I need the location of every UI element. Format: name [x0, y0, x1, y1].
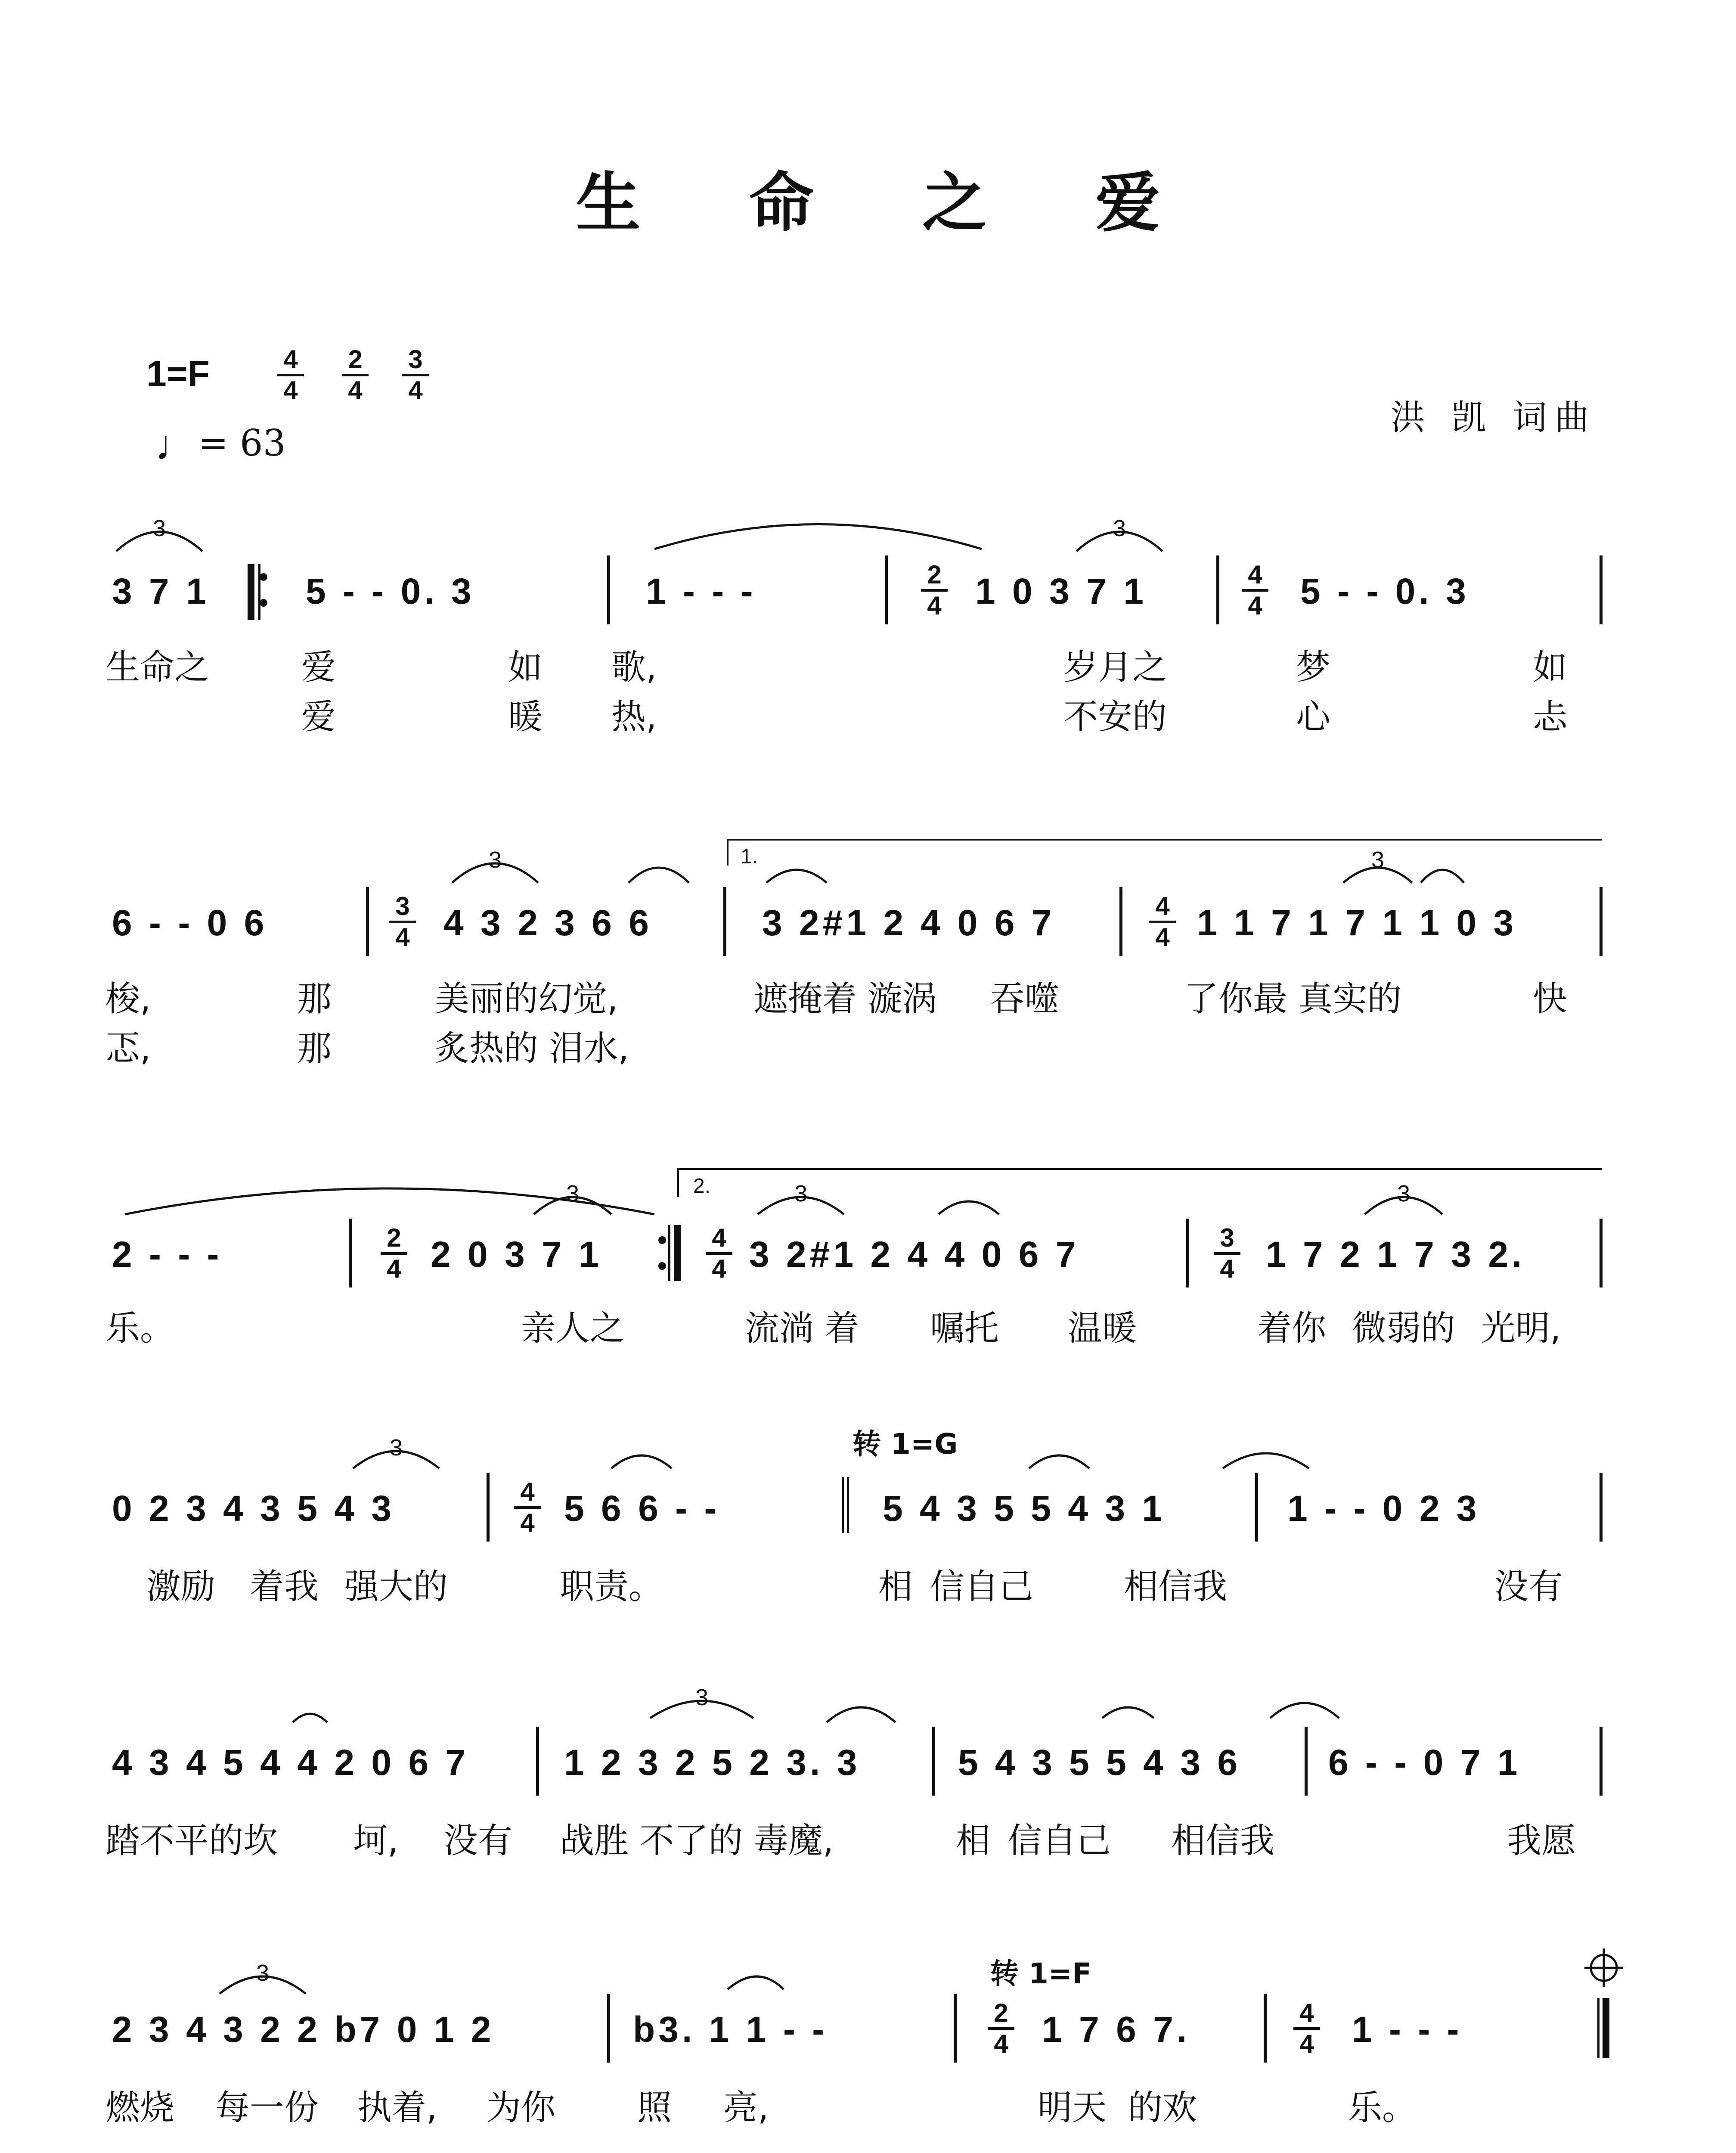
- slur-arc: [939, 1201, 999, 1214]
- lyric: 梭,: [105, 979, 151, 1019]
- slur-arc: [1102, 1707, 1154, 1718]
- slur-arc: [827, 1707, 896, 1722]
- slur-arc: [293, 1714, 327, 1722]
- time-signature: 2 4: [919, 562, 949, 619]
- svg-text:3: 3: [256, 1960, 270, 1986]
- lyric: 亲人之: [521, 1308, 624, 1348]
- svg-text:3: 3: [1113, 515, 1126, 541]
- svg-text:3: 3: [152, 515, 166, 541]
- note-group: 1 2 3 2 5 2 3. 3: [564, 1742, 861, 1783]
- key-signature: 1=F: [146, 354, 210, 394]
- lyric: 燃烧: [105, 2088, 174, 2128]
- svg-text:3: 3: [389, 1435, 403, 1461]
- lyric: 强大的: [344, 1567, 448, 1607]
- svg-text:3: 3: [1371, 847, 1385, 873]
- lyric: 乐。: [1348, 2088, 1417, 2128]
- lyric: 遮掩着 漩涡: [753, 979, 937, 1019]
- lyric: 相: [956, 1821, 990, 1861]
- author-credit: 洪 凯 词曲: [1391, 397, 1597, 437]
- note-group: 5 - - 0. 3: [306, 571, 475, 611]
- svg-text:3: 3: [695, 1685, 709, 1710]
- note-group: 1 7 2 1 7 3 2.: [1266, 1234, 1525, 1275]
- lyric: 温暖: [1068, 1308, 1137, 1348]
- note-group: 5 4 3 5 5 4 3 1: [883, 1488, 1166, 1529]
- svg-text:3: 3: [1397, 1181, 1410, 1207]
- modulation-mark: 转 1=G: [852, 1427, 958, 1461]
- svg-text:1.: 1.: [741, 845, 758, 868]
- note-group: 1 7 6 7.: [1042, 2009, 1190, 2050]
- song-title: 生 命 之 爱: [576, 165, 1203, 241]
- lyric: 相: [878, 1567, 913, 1607]
- lyric: 没有: [1494, 1567, 1563, 1607]
- lyric: 战胜 不了的 毒魔,: [560, 1821, 834, 1861]
- lyric: 为你: [487, 2088, 555, 2128]
- note-group: 6 - - 0 6: [112, 903, 268, 943]
- note-group: 3 2#1 2 4 4 0 6 7: [749, 1234, 1079, 1275]
- note-group: 1 - - -: [1352, 2009, 1463, 2050]
- lyric: 岁月之: [1063, 647, 1167, 687]
- lyric: 坷,: [353, 1821, 399, 1861]
- time-signature: 3 4: [388, 893, 418, 950]
- note-group: 5 4 3 5 5 4 3 6: [958, 1742, 1241, 1783]
- quarter-note-icon: ♩: [155, 422, 196, 468]
- time-signature-2-4: 2 4: [340, 347, 370, 403]
- svg-text:2.: 2.: [693, 1175, 711, 1197]
- lyric: 职责。: [560, 1567, 663, 1607]
- svg-text:3: 3: [566, 1181, 580, 1207]
- lyric: 相信我: [1171, 1821, 1274, 1861]
- lyric: 照: [637, 2088, 672, 2128]
- time-signature: 3 4: [1212, 1225, 1242, 1282]
- time-signature-3-4: 3 4: [400, 347, 431, 403]
- tie-arc: [611, 1455, 672, 1468]
- note-group: 2 3 4 3 2 2 b7 0 1 2: [112, 2009, 495, 2050]
- lyric: 着我: [250, 1567, 319, 1607]
- tempo: = 63: [198, 422, 286, 464]
- lyric: 歌,: [611, 647, 657, 687]
- note-group: 1 - - 0 2 3: [1287, 1488, 1480, 1529]
- lyric: 吞噬: [990, 979, 1059, 1019]
- lyric: 相信我: [1124, 1567, 1227, 1607]
- lyric: 美丽的幻觉,: [435, 979, 618, 1019]
- svg-text:3: 3: [794, 1181, 808, 1207]
- lyric: 我愿: [1507, 1821, 1576, 1861]
- slur-arc: [1029, 1455, 1089, 1468]
- time-signature: 4 4: [1292, 2000, 1322, 2057]
- note-group: 1 1 7 1 7 1 1 0 3: [1197, 903, 1517, 943]
- lyric: 爱: [301, 697, 336, 737]
- tie-arc: [766, 870, 827, 883]
- lyric: 每一份: [215, 2088, 319, 2128]
- lyric: 信自己: [930, 1567, 1033, 1607]
- note-group: 6 - - 0 7 1: [1328, 1742, 1521, 1783]
- lyric: 热,: [611, 697, 657, 737]
- lyric: 没有: [443, 1821, 512, 1861]
- svg-text:3: 3: [488, 847, 502, 873]
- slur-arc: [1270, 1703, 1339, 1718]
- note-group: 0 2 3 4 3 5 4 3: [112, 1488, 395, 1529]
- note-group: 1 - - -: [646, 571, 756, 611]
- lyric: 如: [508, 647, 542, 687]
- lyric: 嘱托: [930, 1308, 999, 1348]
- time-signature: 4 4: [512, 1479, 542, 1536]
- note-group: 4 3 2 3 6 6: [443, 903, 652, 943]
- lyric: 生命之: [105, 647, 209, 687]
- lyric: 爱: [301, 647, 336, 687]
- slur-arc: [629, 868, 689, 883]
- lyric: 那: [297, 1028, 332, 1068]
- lyric: 暖: [508, 697, 542, 737]
- lyric: 乐。: [105, 1308, 174, 1348]
- time-signature: 4 4: [1147, 893, 1178, 950]
- slur-arc: [1421, 870, 1464, 883]
- note-group: 5 - - 0. 3: [1300, 571, 1469, 611]
- lyric: 忑,: [105, 1028, 151, 1068]
- lyric: 着你: [1257, 1308, 1326, 1348]
- lyric: 快: [1533, 979, 1567, 1019]
- time-signature: 4 4: [704, 1225, 734, 1282]
- lyric: 明天: [1038, 2088, 1107, 2128]
- note-group: b3. 1 1 - -: [633, 2009, 828, 2050]
- lyric: 执着,: [357, 2088, 437, 2128]
- lyric: 梦: [1296, 647, 1330, 687]
- tie-arc: [654, 524, 982, 549]
- lyric: 踏不平的坎: [105, 1821, 278, 1861]
- lyric: 微弱的: [1352, 1308, 1455, 1348]
- lyric: 了你最 真实的: [1184, 979, 1402, 1019]
- modulation-mark: 转 1=F: [990, 1957, 1092, 1990]
- slur-arc: [728, 1976, 784, 1989]
- note-group: 1 0 3 7 1: [975, 571, 1147, 611]
- note-group: 5 6 6 - -: [564, 1488, 720, 1529]
- lyric: 那: [297, 979, 332, 1019]
- time-signature: 4 4: [1240, 562, 1270, 619]
- lyric: 光明,: [1481, 1308, 1561, 1348]
- lyric: 激励: [146, 1567, 215, 1607]
- lyric: 炙热的 泪水,: [435, 1028, 629, 1068]
- lyric: 亮,: [723, 2088, 769, 2128]
- time-signature: 2 4: [379, 1225, 409, 1282]
- note-group: 2 0 3 7 1: [431, 1234, 602, 1275]
- lyric: 如: [1533, 647, 1567, 687]
- lyric: 不安的: [1063, 697, 1167, 737]
- lyric: 的欢: [1128, 2088, 1197, 2128]
- time-signature-4-4: 4 4: [276, 347, 306, 403]
- slur-arc: [1223, 1453, 1309, 1468]
- note-group: 2 - - -: [112, 1234, 223, 1275]
- lyric: 信自己: [1008, 1821, 1111, 1861]
- note-group: 3 7 1: [112, 571, 210, 611]
- note-group: 4 3 4 5 4 4 2 0 6 7: [112, 1742, 469, 1783]
- lyric: 流淌 着: [745, 1308, 859, 1348]
- note-group: 3 2#1 2 4 0 6 7: [762, 903, 1055, 943]
- lyric: 心: [1296, 697, 1330, 737]
- lyric: 忐: [1533, 697, 1567, 737]
- time-signature: 2 4: [986, 2000, 1016, 2057]
